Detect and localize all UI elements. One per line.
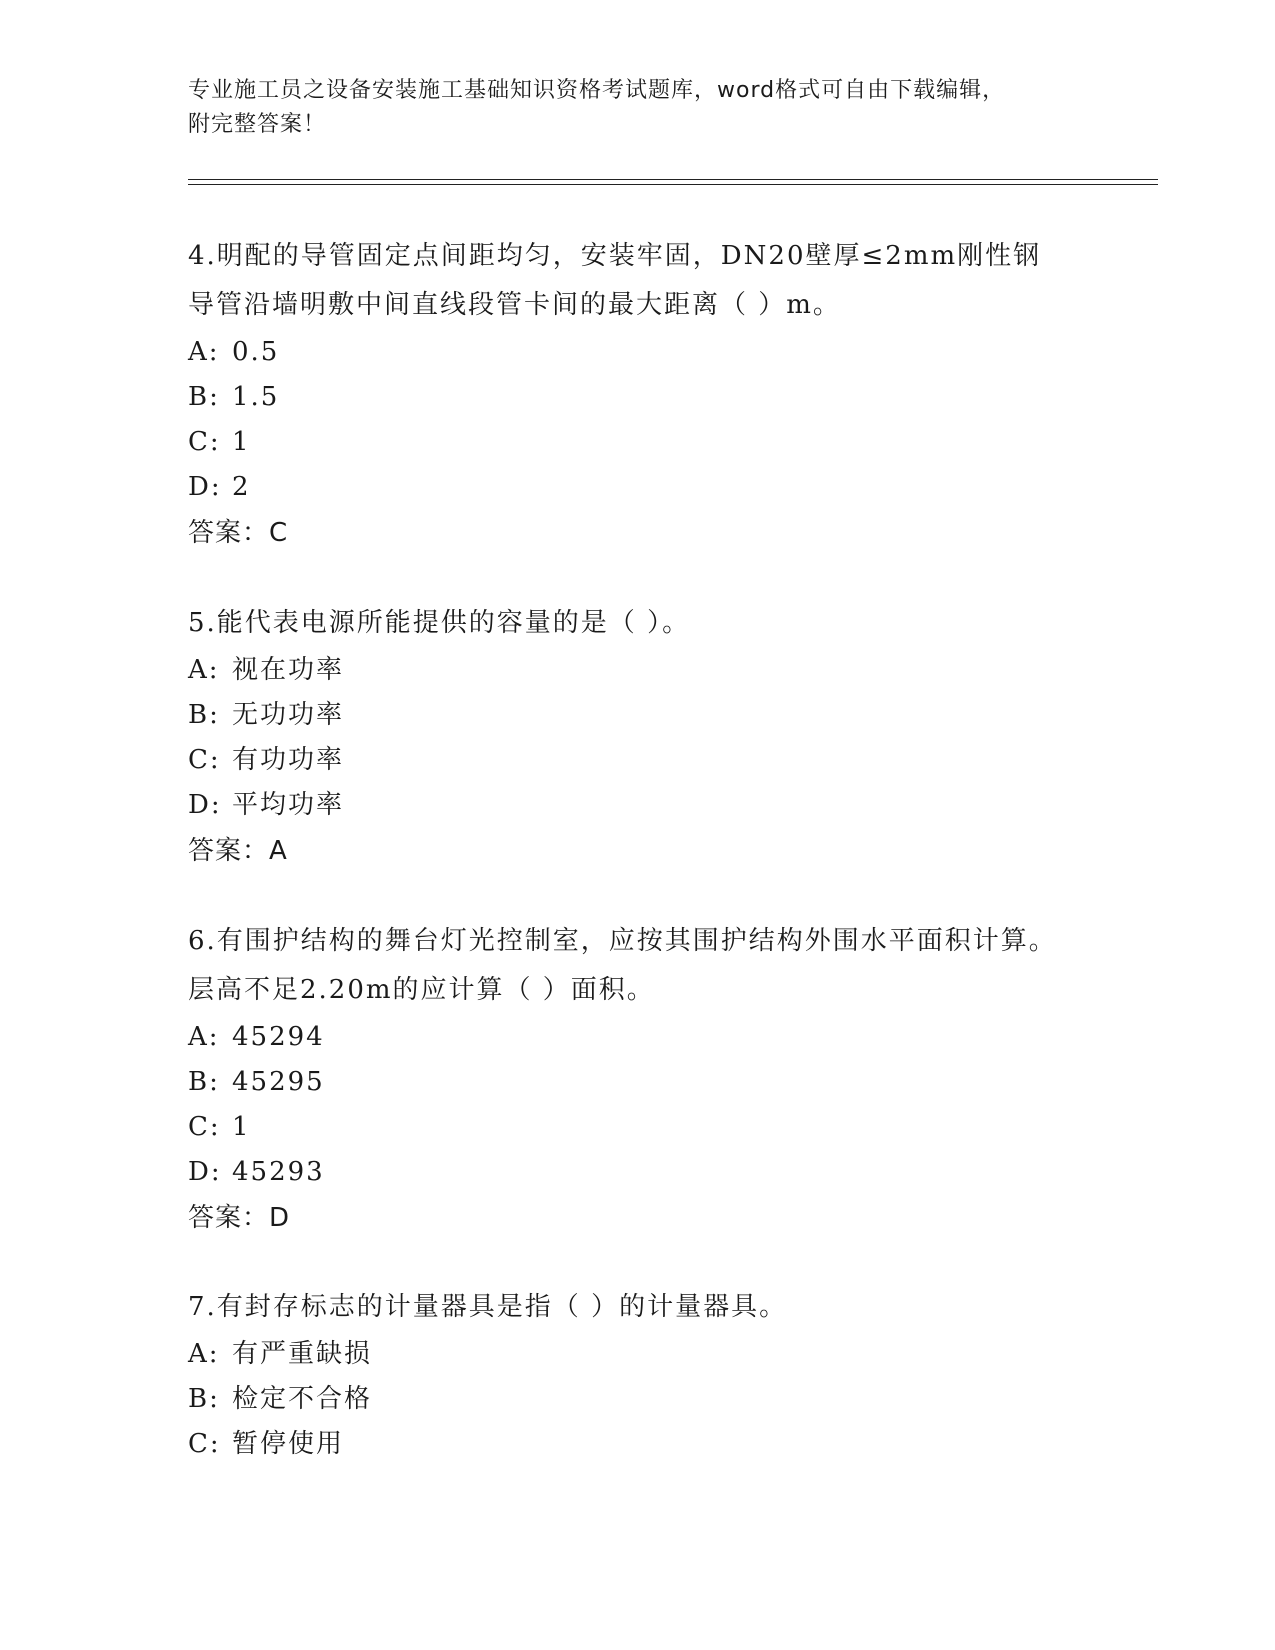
option-label: D:: [188, 1157, 222, 1187]
option-c: [188, 420, 1068, 465]
document-header: [188, 74, 1068, 142]
option-b: [188, 1377, 1068, 1422]
option-label: A:: [188, 655, 220, 685]
question-7: [188, 1283, 1068, 1467]
option-a: [188, 648, 1068, 693]
option-text: 暂停使用: [232, 1429, 345, 1459]
answer-line: 答案：D: [188, 1203, 291, 1233]
question-stem: 7.有封存标志的计量器具是指（ ）的计量器具。: [188, 1292, 788, 1322]
option-text: 1: [232, 427, 251, 457]
option-text: 有功功率: [232, 745, 345, 775]
header-divider-bottom: [188, 184, 1158, 185]
question-5: [188, 599, 1068, 874]
option-label: A:: [188, 1022, 220, 1052]
question-6: [188, 917, 1068, 1241]
header-line-2: 附完整答案！: [188, 112, 327, 137]
option-label: A:: [188, 1339, 220, 1369]
option-label: B:: [188, 700, 220, 730]
header-divider-top: [188, 179, 1158, 180]
option-a: [188, 1015, 1068, 1060]
option-label: B:: [188, 1384, 220, 1414]
question-stem: 6.有围护结构的舞台灯光控制室，应按其围护结构外围水平面积计算。层高不足2.20m的应计算（ ）面积。: [188, 926, 1057, 1005]
option-d: [188, 1150, 1068, 1195]
option-d: [188, 783, 1068, 828]
option-text: 视在功率: [232, 655, 345, 685]
option-text: 45295: [232, 1067, 325, 1097]
option-d: [188, 465, 1068, 510]
option-c: [188, 1105, 1068, 1150]
option-label: C:: [188, 1429, 221, 1459]
option-label: A:: [188, 337, 220, 367]
option-label: B:: [188, 1067, 220, 1097]
option-label: B:: [188, 382, 220, 412]
question-4: [188, 232, 1068, 556]
option-text: 0.5: [232, 337, 280, 367]
option-text: 平均功率: [232, 790, 345, 820]
option-text: 1.5: [232, 382, 280, 412]
answer-line: 答案：A: [188, 836, 288, 866]
option-text: 有严重缺损: [232, 1339, 373, 1369]
option-text: 45293: [232, 1157, 325, 1187]
option-text: 无功功率: [232, 700, 345, 730]
option-a: [188, 330, 1068, 375]
option-b: [188, 1060, 1068, 1105]
option-text: 检定不合格: [232, 1384, 373, 1414]
option-c: [188, 738, 1068, 783]
answer-line: 答案：C: [188, 518, 289, 548]
option-text: 2: [232, 472, 251, 502]
option-text: 45294: [232, 1022, 325, 1052]
option-label: D:: [188, 790, 222, 820]
option-a: [188, 1332, 1068, 1377]
option-text: 1: [232, 1112, 251, 1142]
option-b: [188, 693, 1068, 738]
option-label: D:: [188, 472, 222, 502]
question-stem: 5.能代表电源所能提供的容量的是（ ）。: [188, 608, 691, 638]
header-line-1: 专业施工员之设备安装施工基础知识资格考试题库，word格式可自由下载编辑，: [188, 78, 1006, 103]
question-stem: 4.明配的导管固定点间距均匀，安装牢固，DN20壁厚≤2mm刚性钢导管沿墙明敷中间直线段管卡间的最大距离（ ）m。: [188, 241, 1042, 320]
option-b: [188, 375, 1068, 420]
option-label: C:: [188, 1112, 221, 1142]
option-c: [188, 1422, 1068, 1467]
option-label: C:: [188, 745, 221, 775]
option-label: C:: [188, 427, 221, 457]
